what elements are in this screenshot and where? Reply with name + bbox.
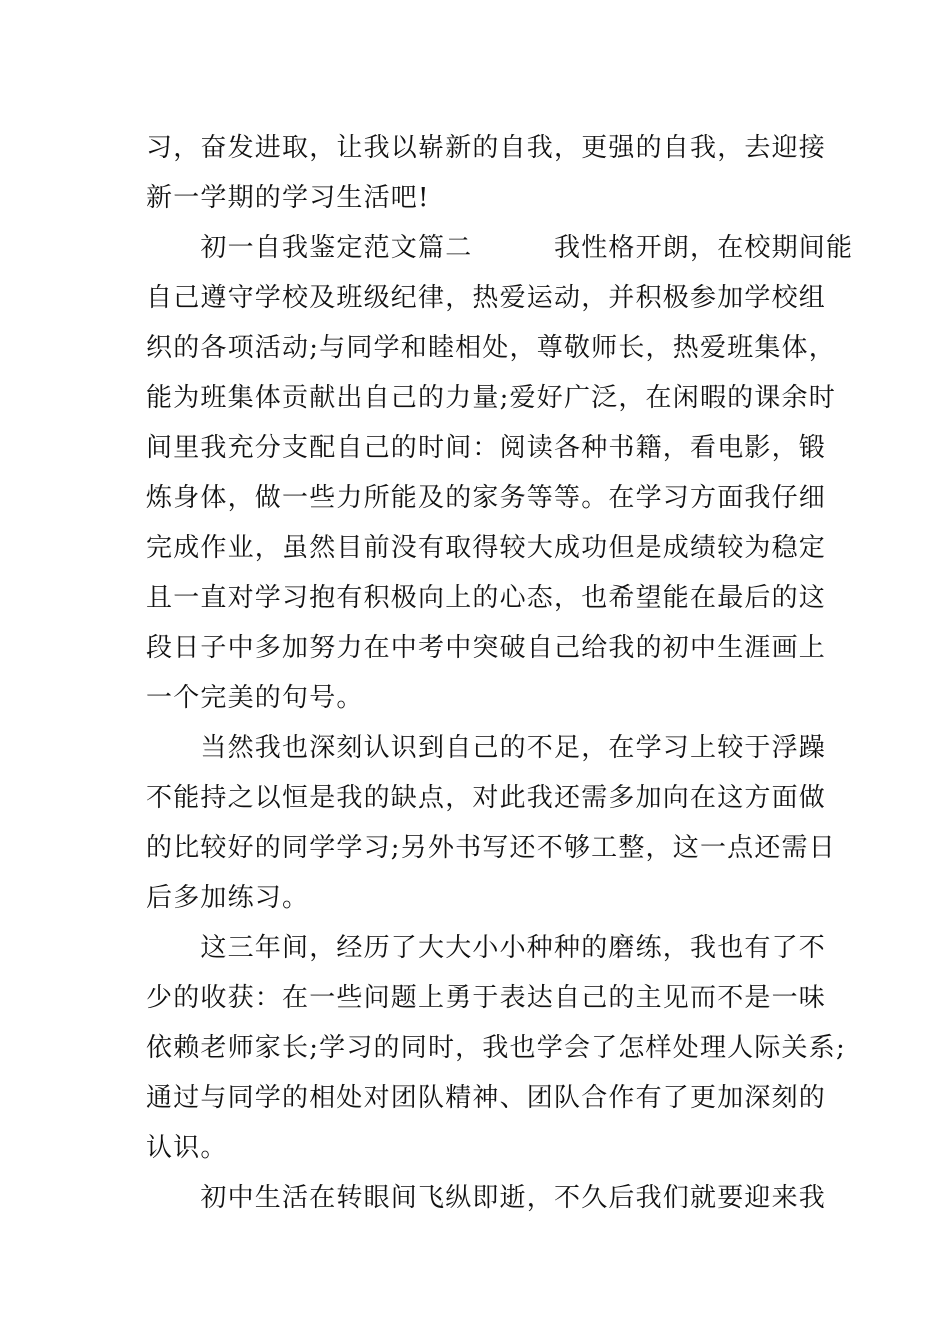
paragraph-start: 当然我也深刻认识到自己的不足，在学习上较于浮躁 <box>146 733 827 763</box>
text-line: 一个完美的句号。 <box>146 683 364 713</box>
paragraph-start: 初一自我鉴定范文篇二 我性格开朗，在校期间能 <box>146 233 854 263</box>
text-line: 习，奋发进取，让我以崭新的自我，更强的自我，去迎接 <box>146 133 827 163</box>
text-line: 能为班集体贡献出自己的力量;爱好广泛，在闲暇的课余时 <box>146 383 836 413</box>
text-line: 依赖老师家长;学习的同时，我也学会了怎样处理人际关系; <box>146 1033 846 1063</box>
paragraph-start: 初中生活在转眼间飞纵即逝，不久后我们就要迎来我 <box>146 1183 827 1213</box>
text-line: 少的收获：在一些问题上勇于表达自己的主见而不是一味 <box>146 983 827 1013</box>
text-line: 后多加练习。 <box>146 883 310 913</box>
text-line: 且一直对学习抱有积极向上的心态，也希望能在最后的这 <box>146 583 827 613</box>
text-line: 通过与同学的相处对团队精神、团队合作有了更加深刻的 <box>146 1083 827 1113</box>
text-line: 完成作业，虽然目前没有取得较大成功但是成绩较为稳定 <box>146 533 827 563</box>
text-line: 的比较好的同学学习;另外书写还不够工整，这一点还需日 <box>146 833 836 863</box>
text-line: 新一学期的学习生活吧! <box>146 183 430 213</box>
text-line: 间里我充分支配自己的时间：阅读各种书籍，看电影，锻 <box>146 433 827 463</box>
text-line: 认识。 <box>146 1133 228 1163</box>
text-line: 炼身体，做一些力所能及的家务等等。在学习方面我仔细 <box>146 483 827 513</box>
text-line: 不能持之以恒是我的缺点，对此我还需多加向在这方面做 <box>146 783 827 813</box>
text-line: 织的各项活动;与同学和睦相处，尊敬师长，热爱班集体， <box>146 333 836 363</box>
text-line: 段日子中多加努力在中考中突破自己给我的初中生涯画上 <box>146 633 827 663</box>
text-line: 自己遵守学校及班级纪律，热爱运动，并积极参加学校组 <box>146 283 827 313</box>
paragraph-start: 这三年间，经历了大大小小种种的磨练，我也有了不 <box>146 933 827 963</box>
